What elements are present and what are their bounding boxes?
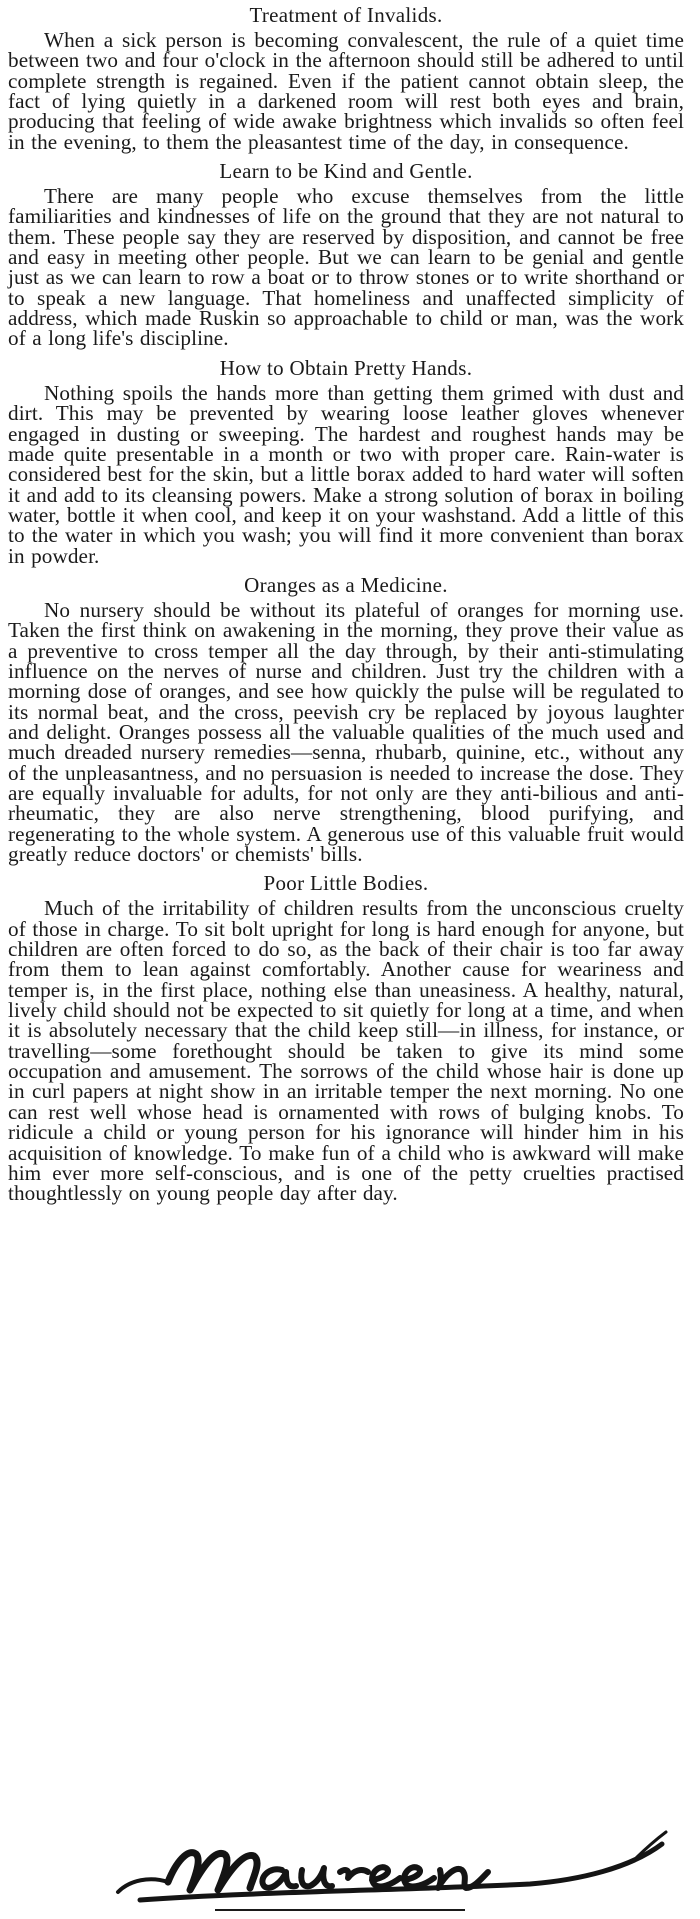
article-heading: Poor Little Bodies.: [263, 871, 429, 896]
article-heading: Treatment of Invalids.: [249, 3, 443, 27]
article-heading: Oranges as a Medicine.: [244, 572, 448, 597]
bottom-rule: [215, 1909, 465, 1911]
article-oranges-as-medicine: [8, 572, 684, 867]
article-heading: Learn to be Kind and Gentle.: [219, 159, 473, 184]
article-body: Much of the irritability of children results from the unconscious cruelty of those in charge. To sit bolt upright for long is hard enough for anyone, but children are often forced to do so, as the back of their chair is too far away from them to lean against comfortably. Another cause for weariness and temper is, in the first place, nothing else than uneasiness. A healthy, natural, lively child should not be expected to sit quietly for long at a time, and when it is absolutely necessary that the child keep still—in illness, for instance, or travelling—some forethought should be taken to give its mind some occupation and amusement. The sorrows of the child whose hair is done up in curl papers at night show in an irritable temper the next morning. No one can rest well whose head is ornamented with rows of bulging knobs. To ridicule a child or young person for his ignorance will hinder him in his acquisition of knowledge. To make fun of a child who is awkward will make him ever more self-conscious, and is one of the petty cruelties practised thoughtlessly on young people day after day.: [8, 896, 684, 1206]
article-treatment-of-invalids: [8, 2, 684, 152]
article-body: No nursery should be without its plateful of oranges for morning use. Taken the first think on awakening in the morning, they prove their value as a preventive to cross temper all the day through, by their anti-stimulating influence on the nerves of nurse and children. Just try the children with a morning dose of oranges, and see how quickly the pulse will be regulated to its normal beat, and the cross, peevish cry be replaced by joyous laughter and delight. Oranges possess all the valuable qualities of the much used and much dreaded nursery remedies—senna, rhubarb, quinine, etc., without any of the unpleasantness, and no persuasion is needed to increase the dose. They are equally invaluable for adults, for not only are they anti-bilious and anti-rheumatic, they are also nerve strengthening, blood purifying, and regenerating to the whole system. A generous use of this valuable fruit would greatly reduce doctors' or chemists' bills.: [8, 597, 684, 867]
article-body: When a sick person is becoming convalescent, the rule of a quiet time between two and four o'clock in the afternoon should still be adhered to until complete strength is regained. Even if the patient cannot obtain sleep, the fact of lying quietly in a darkened room will rest both eyes and brain, producing that feeling of wide awake brightness which invalids so often feel in the evening, to them the pleasantest time of the day, in consequence.: [8, 28, 684, 154]
article-learn-to-be-kind: [8, 158, 684, 349]
article-pretty-hands: [8, 355, 684, 566]
article-body: Nothing spoils the hands more than getting them grimed with dust and dirt. This may be prevented by wearing loose leather gloves whenever engaged in dusting or sweeping. The hardest and roughest hands may be made quite presentable in a month or two with proper care. Rain-water is considered best for the skin, but a little borax added to hard water will soften it and add to its cleansing powers. Make a strong solution of borax in boiling water, bottle it when cool, and keep it on your washstand. Add a little of this to the water in which you wash; you will find it more convenient than borax in powder.: [8, 380, 684, 568]
article-heading: How to Obtain Pretty Hands.: [219, 355, 473, 380]
article-body: There are many people who excuse themselves from the little familiarities and kindnesses of life on the ground that they are not natural to them. These people say they are reserved by disposition, and cannot be free and easy in meeting other people. But we can learn to be genial and gentle just as we can learn to row a boat or to throw stones or to write shorthand or to speak a new language. That homeliness and unaffected simplicity of address, which made Ruskin so approachable to child or man, was the work of a long life's discipline.: [8, 184, 684, 351]
newspaper-column: [8, 0, 684, 1204]
signature-maureen: [110, 1822, 670, 1910]
article-poor-little-bodies: [8, 870, 684, 1206]
